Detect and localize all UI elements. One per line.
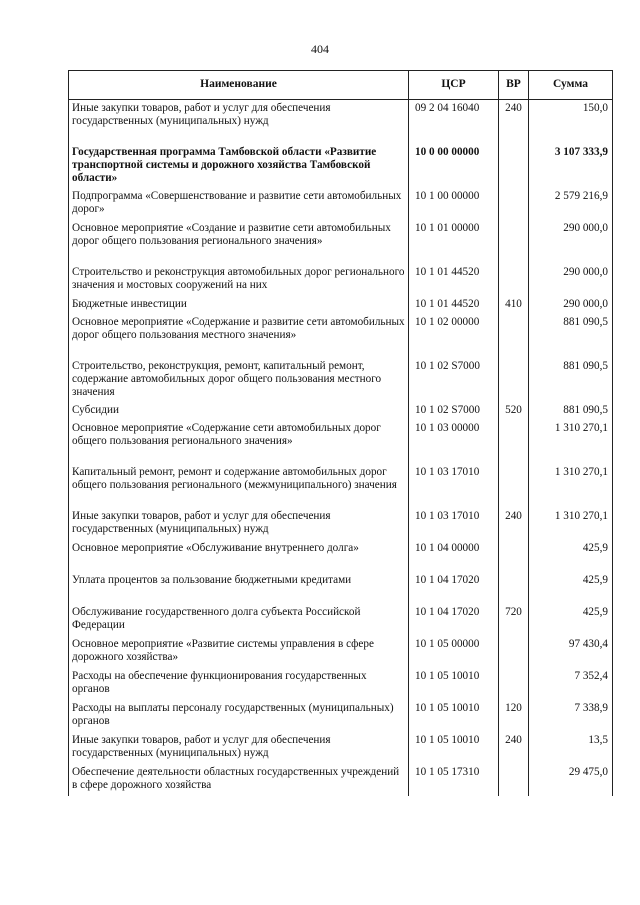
row-sum: 881 090,5 — [529, 402, 613, 420]
row-vr — [499, 572, 529, 604]
row-vr — [499, 144, 529, 188]
row-sum: 3 107 333,9 — [529, 144, 613, 188]
table-row — [69, 100, 613, 144]
page-number: 404 — [311, 42, 329, 56]
row-vr: 240 — [499, 100, 529, 144]
row-vr: 720 — [499, 604, 529, 636]
row-name: Иные закупки товаров, работ и услуг для обеспечения государственных (муниципальных) нужд — [69, 732, 409, 764]
row-name: Основное мероприятие «Содержание сети автомобильных дорог общего пользования регионального значения» — [69, 420, 409, 464]
row-csr: 10 1 01 44520 — [409, 296, 499, 314]
row-vr: 240 — [499, 508, 529, 540]
header-csr: ЦСР — [409, 71, 499, 100]
row-name: Капитальный ремонт, ремонт и содержание автомобильных дорог общего пользования регионального (межмуниципального) значения — [69, 464, 409, 508]
table-row — [69, 540, 613, 572]
row-name: Иные закупки товаров, работ и услуг для обеспечения государственных (муниципальных) нужд — [69, 508, 409, 540]
table-row — [69, 732, 613, 764]
header-vr: ВР — [499, 71, 529, 100]
row-sum: 881 090,5 — [529, 314, 613, 358]
row-name: Расходы на выплаты персоналу государственных (муниципальных) органов — [69, 700, 409, 732]
row-sum: 425,9 — [529, 540, 613, 572]
row-sum: 1 310 270,1 — [529, 464, 613, 508]
row-name: Основное мероприятие «Развитие системы управления в сфере дорожного хозяйства» — [69, 636, 409, 668]
row-csr: 10 1 05 10010 — [409, 700, 499, 732]
table-row — [69, 636, 613, 668]
row-vr — [499, 668, 529, 700]
table-row — [69, 220, 613, 264]
row-vr — [499, 358, 529, 402]
row-name: Бюджетные инвестиции — [69, 296, 409, 314]
table-row — [69, 668, 613, 700]
table-row — [69, 358, 613, 402]
row-vr — [499, 636, 529, 668]
row-csr: 10 1 03 17010 — [409, 464, 499, 508]
row-sum: 2 579 216,9 — [529, 188, 613, 220]
row-csr: 10 1 02 S7000 — [409, 358, 499, 402]
row-csr: 10 1 05 00000 — [409, 636, 499, 668]
row-vr — [499, 464, 529, 508]
row-vr — [499, 764, 529, 796]
table-row — [69, 402, 613, 420]
row-csr: 10 1 01 00000 — [409, 220, 499, 264]
row-name: Обеспечение деятельности областных государственных учреждений в сфере дорожного хозяйства — [69, 764, 409, 796]
table-row — [69, 508, 613, 540]
table-row — [69, 314, 613, 358]
row-sum: 1 310 270,1 — [529, 420, 613, 464]
row-csr: 10 1 04 00000 — [409, 540, 499, 572]
row-name: Строительство и реконструкция автомобильных дорог регионального значения и мостовых сооружений на них — [69, 264, 409, 296]
row-vr — [499, 420, 529, 464]
row-sum: 97 430,4 — [529, 636, 613, 668]
row-sum: 425,9 — [529, 604, 613, 636]
row-sum: 290 000,0 — [529, 296, 613, 314]
table-header — [69, 71, 613, 100]
table-row — [69, 264, 613, 296]
row-name: Субсидии — [69, 402, 409, 420]
row-sum: 881 090,5 — [529, 358, 613, 402]
row-vr — [499, 220, 529, 264]
table-row — [69, 604, 613, 636]
row-vr: 120 — [499, 700, 529, 732]
row-sum: 1 310 270,1 — [529, 508, 613, 540]
row-sum: 290 000,0 — [529, 264, 613, 296]
row-sum: 425,9 — [529, 572, 613, 604]
row-name: Основное мероприятие «Содержание и развитие сети автомобильных дорог общего пользования местного значения» — [69, 314, 409, 358]
row-name: Строительство, реконструкция, ремонт, капитальный ремонт, содержание автомобильных дорог общего пользования местного значения — [69, 358, 409, 402]
row-name: Расходы на обеспечение функционирования государственных органов — [69, 668, 409, 700]
row-vr — [499, 264, 529, 296]
table-row — [69, 188, 613, 220]
row-name: Государственная программа Тамбовской области «Развитие транспортной системы и дорожного хозяйства Тамбовской области» — [69, 144, 409, 188]
row-vr: 240 — [499, 732, 529, 764]
row-sum: 290 000,0 — [529, 220, 613, 264]
header-sum: Сумма — [529, 71, 613, 100]
row-vr — [499, 188, 529, 220]
row-vr — [499, 314, 529, 358]
row-csr: 10 1 02 S7000 — [409, 402, 499, 420]
row-sum: 150,0 — [529, 100, 613, 144]
row-csr: 10 1 01 44520 — [409, 264, 499, 296]
row-csr: 10 1 05 10010 — [409, 668, 499, 700]
table-row — [69, 464, 613, 508]
row-sum: 13,5 — [529, 732, 613, 764]
budget-table — [68, 70, 613, 796]
row-vr — [499, 540, 529, 572]
row-name: Основное мероприятие «Обслуживание внутреннего долга» — [69, 540, 409, 572]
row-csr: 10 1 03 00000 — [409, 420, 499, 464]
table-row — [69, 764, 613, 796]
row-vr: 410 — [499, 296, 529, 314]
table-row — [69, 420, 613, 464]
row-name: Обслуживание государственного долга субъекта Российской Федерации — [69, 604, 409, 636]
row-csr: 10 0 00 00000 — [409, 144, 499, 188]
table-row — [69, 144, 613, 188]
row-csr: 10 1 05 17310 — [409, 764, 499, 796]
row-csr: 10 1 04 17020 — [409, 604, 499, 636]
table-row — [69, 700, 613, 732]
header-name: Наименование — [69, 71, 409, 100]
row-name: Основное мероприятие «Создание и развитие сети автомобильных дорог общего пользования регионального значения» — [69, 220, 409, 264]
row-name: Подпрограмма «Совершенствование и развитие сети автомобильных дорог» — [69, 188, 409, 220]
row-vr: 520 — [499, 402, 529, 420]
row-sum: 7 352,4 — [529, 668, 613, 700]
row-csr: 10 1 02 00000 — [409, 314, 499, 358]
table-row — [69, 296, 613, 314]
row-name: Иные закупки товаров, работ и услуг для обеспечения государственных (муниципальных) нужд — [69, 100, 409, 144]
table-body — [69, 100, 613, 796]
row-sum: 29 475,0 — [529, 764, 613, 796]
row-csr: 10 1 03 17010 — [409, 508, 499, 540]
table-row — [69, 572, 613, 604]
row-csr: 10 1 00 00000 — [409, 188, 499, 220]
row-csr: 10 1 04 17020 — [409, 572, 499, 604]
row-csr: 10 1 05 10010 — [409, 732, 499, 764]
row-sum: 7 338,9 — [529, 700, 613, 732]
row-name: Уплата процентов за пользование бюджетными кредитами — [69, 572, 409, 604]
row-csr: 09 2 04 16040 — [409, 100, 499, 144]
